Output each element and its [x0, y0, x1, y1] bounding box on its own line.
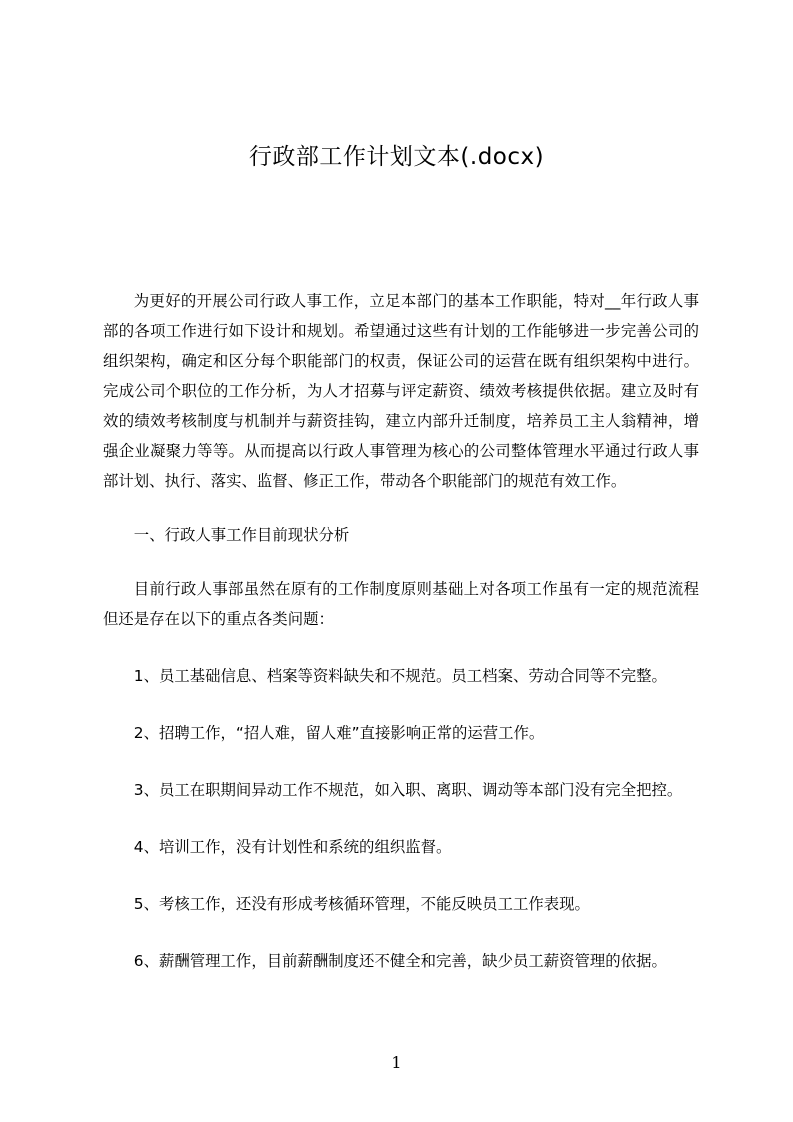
page-number: 1 — [391, 1053, 402, 1072]
issue-item-1: 1、员工基础信息、档案等资料缺失和不规范。员工档案、劳动合同等不完整。 — [133, 667, 667, 685]
document-body — [103, 286, 699, 976]
document-title: 行政部工作计划文本(.docx) — [248, 144, 545, 170]
issue-item-4: 4、培训工作，没有计划性和系统的组织监督。 — [133, 838, 452, 856]
issue-item-2: 2、招聘工作，“招人难，留人难”直接影响正常的运营工作。 — [133, 724, 545, 742]
status-paragraph: 目前行政人事部虽然在原有的工作制度原则基础上对各项工作虽有一定的规范流程但还是存在以下的重点各类问题： — [103, 580, 699, 628]
issue-item-3: 3、员工在职期间异动工作不规范，如入职、离职、调动等本部门没有完全把控。 — [133, 781, 683, 799]
issue-item-6: 6、薪酬管理工作，目前薪酬制度还不健全和完善，缺少员工薪资管理的依据。 — [133, 952, 667, 970]
section-heading: 一、行政人事工作目前现状分析 — [133, 526, 350, 544]
issue-item-5: 5、考核工作，还没有形成考核循环管理，不能反映员工工作表现。 — [133, 895, 590, 913]
intro-paragraph: 为更好的开展公司行政人事工作，立足本部门的基本工作职能，特对__年行政人事部的各项工作进行如下设计和规划。希望通过这些有计划的工作能够进一步完善公司的组织架构，确定和区分每个职能部门的权责，保证公司的运营在既有组织架构中进行。完成公司个职位的工作分析，为人才招募与评定薪资、绩效考核提供依据。建立及时有效的绩效考核制度与机制并与薪资挂钩，建立内部升迁制度，培养员工主人翁精神，增强企业凝聚力等等。从而提高以行政人事管理为核心的公司整体管理水平通过行政人事部计划、执行、落实、监督、修正工作，带动各个职能部门的规范有效工作。 — [103, 292, 699, 490]
